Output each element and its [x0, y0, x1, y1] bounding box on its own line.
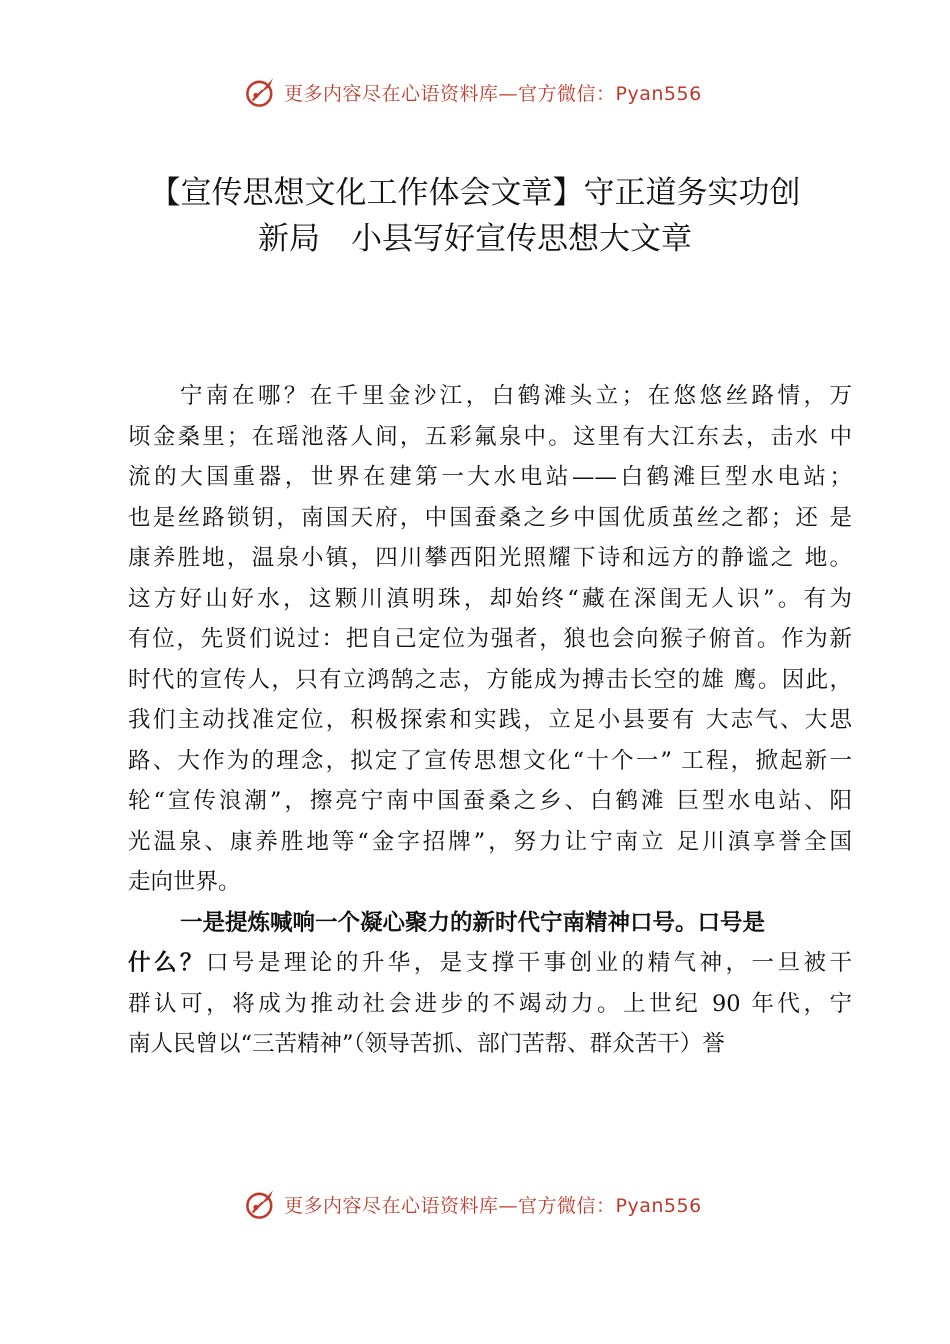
- footer-wechat-id: Pyan556: [615, 1194, 702, 1217]
- paragraph-line: 光温泉、康养胜地等“金字招牌”，努力让宁南立 足川滇享誉全国: [128, 828, 852, 855]
- title-line-2: 新局 小县写好宣传思想大文章: [258, 221, 692, 257]
- document-title: [110, 170, 840, 262]
- paragraph-line: 也是丝路锁钥，南国天府，中国蚕桑之乡中国优质茧丝之都；还 是: [128, 504, 852, 531]
- header-watermark-banner: [244, 72, 764, 112]
- paragraph-2: [128, 903, 852, 1065]
- footer-banner-text: 更多内容尽在心语资料库—官方微信：: [284, 1194, 616, 1217]
- paragraph-line: 这方好山好水，这颗川滇明珠，却始终“藏在深闺无人识”。有为: [128, 585, 852, 612]
- quill-logo-icon: [244, 1187, 278, 1221]
- paragraph-line: 宁南在哪？在千里金沙江，白鹤滩头立；在悠悠丝路情，万: [180, 383, 852, 409]
- header-banner-text: 更多内容尽在心语资料库—官方微信：: [284, 82, 616, 105]
- paragraph-line: 流的大国重器，世界在建第一大水电站——白鹤滩巨型水电站；: [128, 464, 852, 490]
- paragraph-line-rest: 口号是理论的升华，是支撑干事创业的精气神，一旦被干: [205, 950, 852, 976]
- footer-watermark-banner: [244, 1184, 764, 1224]
- paragraph-line: 路、大作为的理念，拟定了宣传思想文化“十个一” 工程，掀起新一: [128, 747, 852, 774]
- paragraph-line: 顷金桑里；在瑶池落人间，五彩氟泉中。这里有大江东去，击水 中: [128, 423, 852, 450]
- paragraph-line: 有位，先贤们说过：把自己定位为强者，狼也会向猴子俯首。作为新: [128, 626, 852, 652]
- paragraph-line: 我们主动找准定位，积极探索和实践，立足小县要有 大志气、大思: [128, 707, 852, 733]
- paragraph-1: [128, 376, 852, 903]
- paragraph-line: 群认可，将成为推动社会进步的不竭动力。上世纪 90 年代，宁: [128, 990, 852, 1017]
- paragraph-line: [128, 943, 852, 984]
- paragraph-line: 康养胜地，温泉小镇，四川攀西阳光照耀下诗和远方的静谧之 地。: [128, 545, 852, 571]
- paragraph-heading-line: 一是提炼喊响一个凝心聚力的新时代宁南精神口号。口号是: [180, 909, 766, 936]
- document-body: [128, 376, 852, 1065]
- paragraph-line: 时代的宣传人，只有立鸿鹄之志，方能成为搏击长空的雄 鹰。因此，: [128, 666, 852, 693]
- paragraph-line: 走向世界。: [128, 869, 241, 895]
- paragraph-line: 轮“宣传浪潮”，擦亮宁南中国蚕桑之乡、白鹤滩 巨型水电站、阳: [128, 788, 852, 814]
- title-line-1: 【宣传思想文化工作体会文章】守正道务实功创: [149, 175, 801, 211]
- paragraph-line: 南人民曾以“三苦精神”（领导苦抓、部门苦帮、群众苦干）誉: [128, 1031, 725, 1057]
- header-wechat-id: Pyan556: [615, 82, 702, 105]
- quill-logo-icon: [244, 75, 278, 109]
- paragraph-heading-end: 什么？: [128, 950, 206, 976]
